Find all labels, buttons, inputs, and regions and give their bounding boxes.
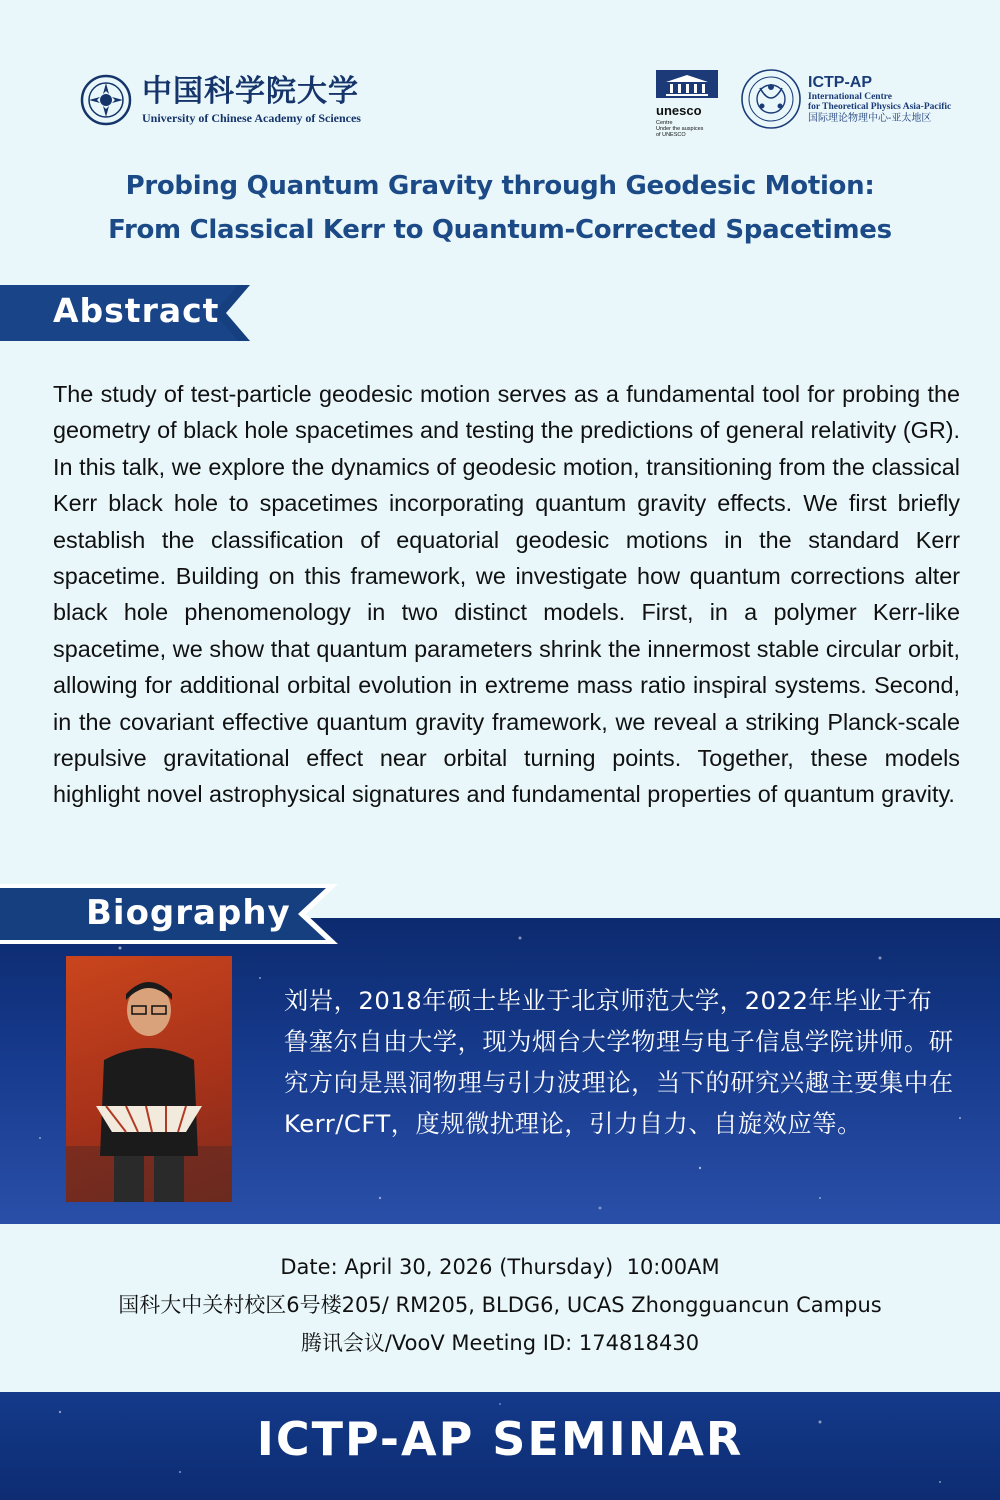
- abstract-text: The study of test-particle geodesic motion serves as a fundamental tool for probing the geometry of black hole spacetimes and testing the predictions of general relativity (GR). In this talk, we explore the dynamics of geodesic motion, transitioning from the classical Kerr black hole to spacetimes incorporating quantum gravity effects. We first briefly establish the classification of equatorial geodesic motions in the standard Kerr spacetime. Building on this framework, we investigate how quantum corrections alter black hole phenomenology in two distinct models. First, in a polymer Kerr-like spacetime, we show that quantum parameters shrink the innermost stable circular orbit, allowing for additional orbital evolution in extreme mass ratio inspiral systems. Second, in the covariant effective quantum gravity framework, we reveal a striking Planck-scale repulsive gravitational effect near orbital turning points. Together, these models highlight novel astrophysical signatures and fundamental properties of quantum gravity.: [53, 381, 960, 808]
- event-info: [0, 1248, 1000, 1362]
- ucas-logo: [80, 74, 361, 126]
- ictp-ap-logo: [740, 68, 951, 130]
- footer-banner: [0, 1392, 1000, 1500]
- ucas-chinese-name: 中国科学院大学: [142, 73, 359, 109]
- unesco-name: unesco: [656, 103, 702, 118]
- unesco-sub-line: of UNESCO: [656, 132, 686, 138]
- speaker-silhouette: [66, 956, 232, 1202]
- unesco-subtitle: [656, 120, 722, 138]
- speaker-photo: [66, 956, 232, 1202]
- unesco-temple-icon: [656, 70, 718, 98]
- title-line-2: From Classical Kerr to Quantum-Corrected Spacetimes: [108, 215, 892, 245]
- meeting-id: 腾讯会议/VooV Meeting ID: 174818430: [300, 1331, 700, 1355]
- unesco-sub-line: Under the auspices: [656, 126, 704, 132]
- talk-title: [0, 164, 1000, 252]
- biography-text: 刘岩，2018年硕士毕业于北京师范大学，2022年毕业于布鲁塞尔自由大学，现为烟台大学物理与电子信息学院讲师。研究方向是黑洞物理与引力波理论，当下的研究兴趣主要集中在Kerr/CFT，度规微扰理论，引力自力、自旋效应等。: [284, 986, 954, 1138]
- biography-heading: Biography: [86, 893, 291, 933]
- ictp-ap-subtitle-line: International Centre: [808, 91, 892, 102]
- unesco-logo: [656, 70, 722, 138]
- abstract-heading: Abstract: [53, 291, 220, 330]
- ictp-ap-name: ICTP-AP: [808, 73, 872, 91]
- ucas-seal-icon: [80, 74, 132, 126]
- unesco-sub-line: Centre: [656, 120, 673, 126]
- title-line-1: Probing Quantum Gravity through Geodesic Motion:: [125, 171, 875, 201]
- ictp-ap-seal-icon: [740, 68, 802, 130]
- ucas-english-name: University of Chinese Academy of Sciences: [142, 110, 361, 125]
- ictp-ap-subtitle-line: for Theoretical Physics Asia-Pacific: [808, 101, 952, 112]
- event-location: 国科大中关村校区6号楼205/ RM205, BLDG6, UCAS Zhongguancun Campus: [118, 1293, 882, 1317]
- seminar-series-label: ICTP-AP SEMINAR: [256, 1412, 744, 1466]
- biography-banner: [0, 884, 340, 944]
- event-date: Date: April 30, 2026 (Thursday) 10:00AM: [280, 1255, 720, 1279]
- ictp-ap-chinese-name: 国际理论物理中心-亚太地区: [808, 112, 932, 124]
- abstract-banner: [0, 285, 252, 341]
